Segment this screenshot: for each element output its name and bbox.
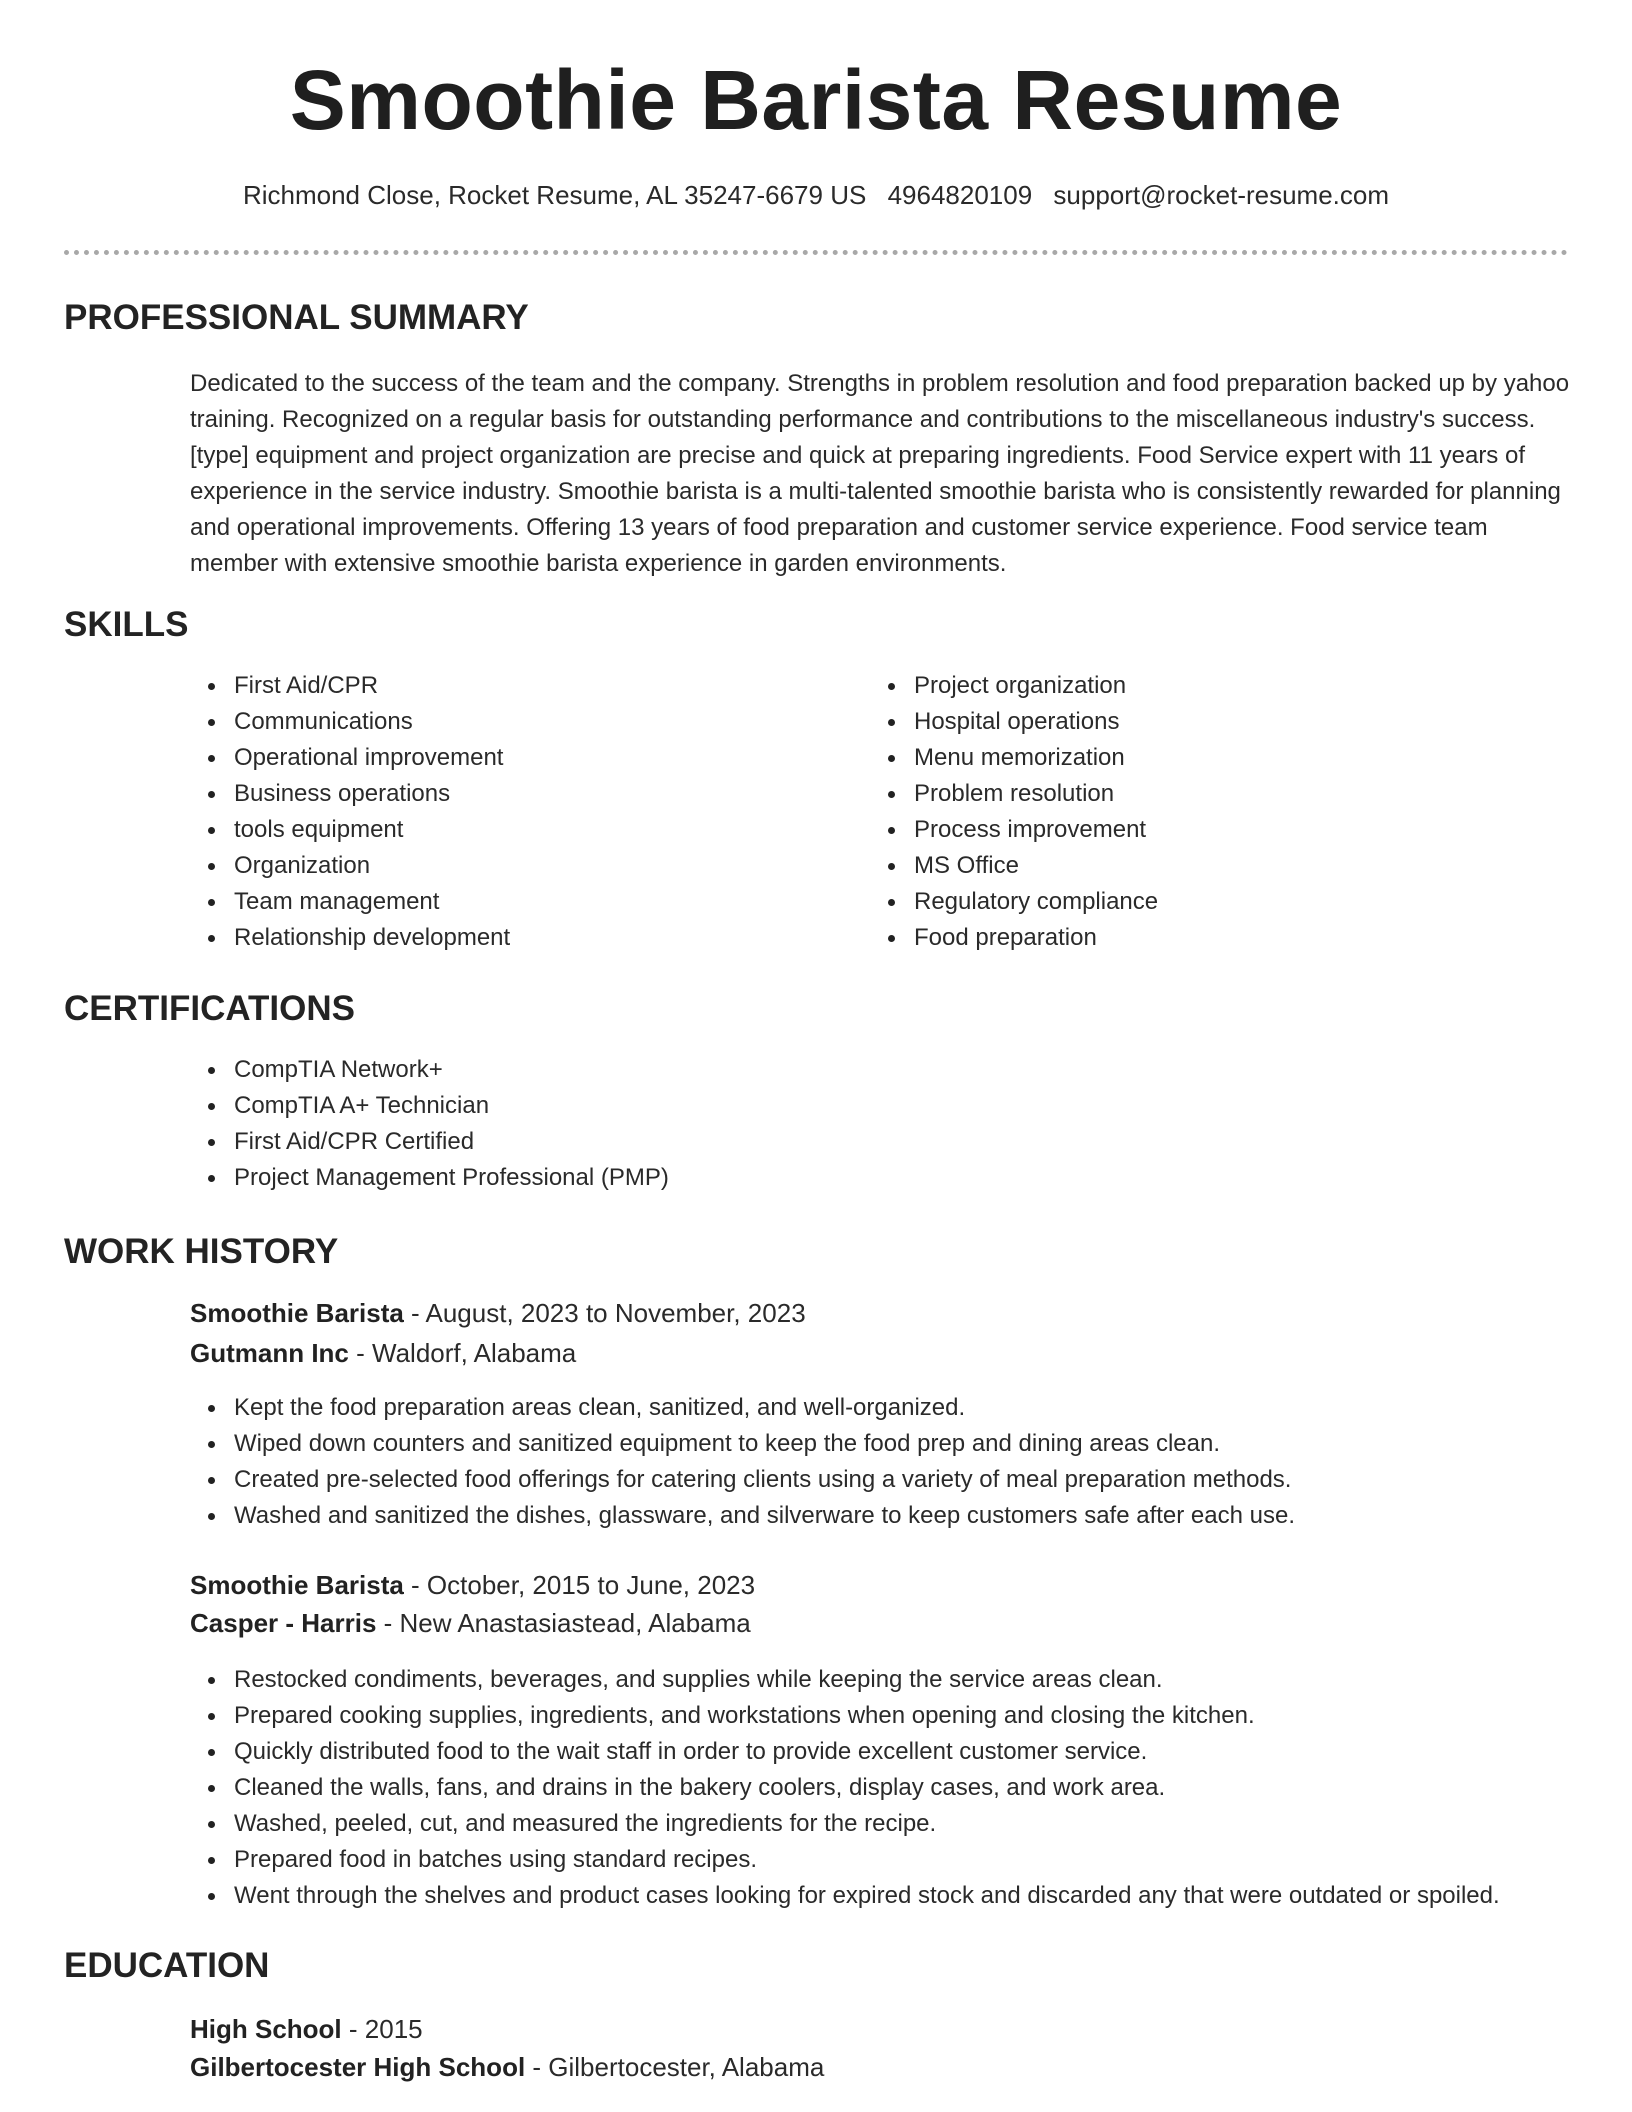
list-item: Process improvement (914, 812, 1158, 848)
education-school-line (190, 2052, 824, 2083)
section-title-work-history: WORK HISTORY (64, 1232, 339, 1271)
list-item: Food preparation (914, 920, 1158, 956)
list-item: Communications (234, 704, 510, 740)
skills-list-right (870, 668, 1158, 956)
contact-line (0, 180, 1632, 211)
list-item: Relationship development (234, 920, 510, 956)
job-bullets (190, 1662, 1500, 1914)
list-item: Restocked condiments, beverages, and supplies while keeping the service areas clean. (234, 1662, 1500, 1698)
job-title-line (190, 1298, 806, 1329)
education-degree-line (190, 2014, 423, 2045)
contact-email: support@rocket-resume.com (1053, 180, 1390, 210)
list-item: Project organization (914, 668, 1158, 704)
list-item: Prepared cooking supplies, ingredients, and workstations when opening and closing the kitchen. (234, 1698, 1500, 1734)
job-title: Smoothie Barista (190, 1570, 404, 1600)
contact-address: Richmond Close, Rocket Resume, AL 35247-6679 US (242, 180, 867, 210)
education-school: Gilbertocester High School (190, 2052, 526, 2082)
section-title-certifications: CERTIFICATIONS (64, 989, 356, 1028)
job-title: Smoothie Barista (190, 1298, 404, 1328)
list-item: Team management (234, 884, 510, 920)
list-item: Quickly distributed food to the wait staff in order to provide excellent customer service. (234, 1734, 1500, 1770)
list-item: First Aid/CPR Certified (234, 1124, 669, 1160)
skills-list-left (190, 668, 510, 956)
job-location: - Waldorf, Alabama (348, 1338, 577, 1368)
list-item: Kept the food preparation areas clean, sanitized, and well-organized. (234, 1390, 1295, 1426)
list-item: Went through the shelves and product cases looking for expired stock and discarded any that were outdated or spoiled. (234, 1878, 1500, 1914)
list-item: CompTIA A+ Technician (234, 1088, 669, 1124)
section-title-summary: PROFESSIONAL SUMMARY (64, 298, 529, 337)
contact-phone: 4964820109 (887, 180, 1033, 210)
education-degree: High School (190, 2014, 342, 2044)
education-location: - Gilbertocester, Alabama (525, 2052, 825, 2082)
certifications-list (190, 1052, 669, 1196)
list-item: Menu memorization (914, 740, 1158, 776)
summary-text: Dedicated to the success of the team and the company. Strengths in problem resolution and food preparation backed up by yahoo training. Recognized on a regular basis for outstanding performance and contributions to the miscellaneous industry's success. [type] equipment and project organization are precise and quick at preparing ingredients. Food Service expert with 11 years of experience in the service industry. Smoothie barista is a multi-talented smoothie barista who is consistently rewarded for planning and operational improvements. Offering 13 years of food preparation and customer service experience. Food service team member with extensive smoothie barista experience in garden environments. (190, 370, 1570, 577)
list-item: Operational improvement (234, 740, 510, 776)
job-company-line (190, 1608, 751, 1639)
header-divider (64, 250, 1568, 255)
job-dates: - October, 2015 to June, 2023 (403, 1570, 756, 1600)
list-item: Project Management Professional (PMP) (234, 1160, 669, 1196)
education-year: - 2015 (341, 2014, 423, 2044)
section-title-education: EDUCATION (64, 1946, 270, 1985)
list-item: CompTIA Network+ (234, 1052, 669, 1088)
list-item: Washed and sanitized the dishes, glassware, and silverware to keep customers safe after each use. (234, 1498, 1295, 1534)
list-item: First Aid/CPR (234, 668, 510, 704)
list-item: tools equipment (234, 812, 510, 848)
list-item: MS Office (914, 848, 1158, 884)
list-item: Cleaned the walls, fans, and drains in the bakery coolers, display cases, and work area. (234, 1770, 1500, 1806)
list-item: Prepared food in batches using standard recipes. (234, 1842, 1500, 1878)
job-company: Casper - Harris (190, 1608, 377, 1638)
job-company-line (190, 1338, 576, 1369)
job-dates: - August, 2023 to November, 2023 (403, 1298, 806, 1328)
list-item: Created pre-selected food offerings for catering clients using a variety of meal preparation methods. (234, 1462, 1295, 1498)
section-title-skills: SKILLS (64, 605, 189, 644)
list-item: Business operations (234, 776, 510, 812)
list-item: Problem resolution (914, 776, 1158, 812)
job-company: Gutmann Inc (190, 1338, 349, 1368)
list-item: Organization (234, 848, 510, 884)
job-title-line (190, 1570, 755, 1601)
job-bullets (190, 1390, 1295, 1534)
list-item: Wiped down counters and sanitized equipment to keep the food prep and dining areas clean. (234, 1426, 1295, 1462)
resume-title: Smoothie Barista Resume (289, 53, 1343, 147)
job-location: - New Anastasiastead, Alabama (376, 1608, 751, 1638)
list-item: Regulatory compliance (914, 884, 1158, 920)
list-item: Hospital operations (914, 704, 1158, 740)
list-item: Washed, peeled, cut, and measured the ingredients for the recipe. (234, 1806, 1500, 1842)
